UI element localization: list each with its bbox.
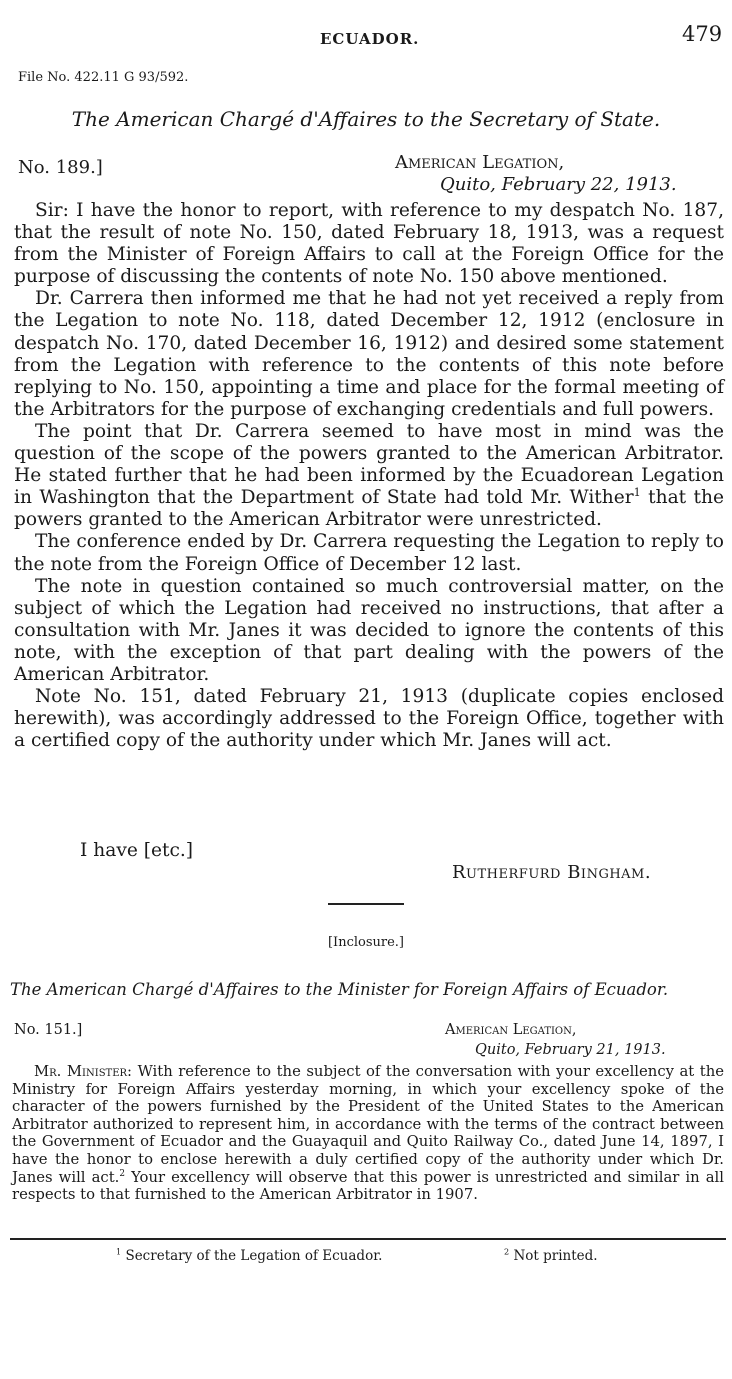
letter-body: [14, 200, 724, 752]
legation-address: American Legation,: [395, 152, 565, 173]
paragraph: [12, 1063, 724, 1204]
footnote-reference: 2: [119, 1168, 126, 1179]
inclosure-body: [12, 1063, 724, 1204]
footnote-2: [504, 1248, 598, 1264]
running-head-title: ECUADOR.: [320, 30, 420, 48]
salutation: Mr. Minister:: [34, 1063, 133, 1080]
legation-address: American Legation,: [445, 1022, 577, 1038]
footnote-text: Secretary of the Legation of Ecuador.: [121, 1248, 383, 1264]
paragraph-text: With reference to the subject of the conversation with your excellency at the Ministry for Foreign Affairs yesterday morning, in which your excellency spoke of the character of the powers furnished by the President of the United States to the American Arbitrator authorized to represent him, in accordance with the terms of the contract between the Government of Ecuador and the Guayaquil and Quito Railway Co., dated June 14, 1897, I have the honor to enclose herewith a duly certified copy of the authority under which Dr. Janes will act.: [12, 1063, 724, 1186]
page-number: 479: [682, 22, 723, 46]
note-number: No. 151.]: [14, 1022, 83, 1038]
paragraph-text: Your excellency will observe that this power is unrestricted and similar in all respects to that furnished to the American Arbitrator in 1907.: [12, 1168, 724, 1204]
closing-line: I have [etc.]: [80, 840, 194, 861]
footnote-mark: 2: [504, 1246, 510, 1257]
footnote-rule: [10, 1238, 726, 1240]
inclosure-label: [Inclosure.]: [327, 935, 404, 950]
paragraph: Dr. Carrera then informed me that he had not yet received a reply from the Legation to note No. 118, dated December 12, 1912 (enclosure in despatch No. 170, dated December 16, 1912) and desired some statement from the Legation with reference to the contents of this note before replying to No. 150, appointing a time and place for the formal meeting of the Arbitrators for the purpose of exchanging credentials and full powers.: [14, 288, 724, 420]
inclosure-heading: The American Chargé d'Affaires to the Minister for Foreign Affairs of Ecuador.: [10, 980, 669, 999]
paragraph: The note in question contained so much controversial matter, on the subject of which the Legation had received no instructions, that after a consultation with Mr. Janes it was decided to ignore the contents of this note, with the exception of that part dealing with the powers of the American Arbitrator.: [14, 575, 724, 685]
signature: Rutherfurd Bingham.: [452, 862, 652, 883]
footnote-reference: 1: [633, 486, 641, 500]
file-number: File No. 422.11 G 93/592.: [18, 70, 189, 85]
paragraph: Sir: I have the honor to report, with reference to my despatch No. 187, that the result of note No. 150, dated February 18, 1913, was a request from the Minister of Foreign Affairs to call at the Foreign Office for the purpose of discussing the contents of note No. 150 above mentioned.: [14, 200, 724, 288]
paragraph: [14, 421, 724, 531]
letter-date: Quito, February 22, 1913.: [440, 174, 677, 195]
paragraph: The conference ended by Dr. Carrera requesting the Legation to reply to the note from the Foreign Office of December 12 last.: [14, 531, 724, 575]
footnote-mark: 1: [116, 1246, 122, 1257]
letter-heading: The American Chargé d'Affaires to the Secretary of State.: [71, 107, 661, 131]
footnote-text: Not printed.: [509, 1248, 598, 1264]
paragraph: Note No. 151, dated February 21, 1913 (duplicate copies enclosed herewith), was accordingly addressed to the Foreign Office, together with a certified copy of the authority under which Mr. Janes will act.: [14, 686, 724, 752]
footnote-1: [116, 1248, 382, 1264]
note-date: Quito, February 21, 1913.: [475, 1042, 666, 1058]
paragraph-text: that the powers granted to the American Arbitrator were unrestricted.: [14, 487, 725, 531]
paragraph-text: The point that Dr. Carrera seemed to have most in mind was the question of the scope of the powers granted to the American Arbitrator. He stated further that he had been informed by the Ecuadorean Legation in Washington that the Department of State had told Mr. Wither: [14, 420, 724, 509]
section-divider: [328, 903, 404, 905]
despatch-number: No. 189.]: [18, 157, 103, 178]
